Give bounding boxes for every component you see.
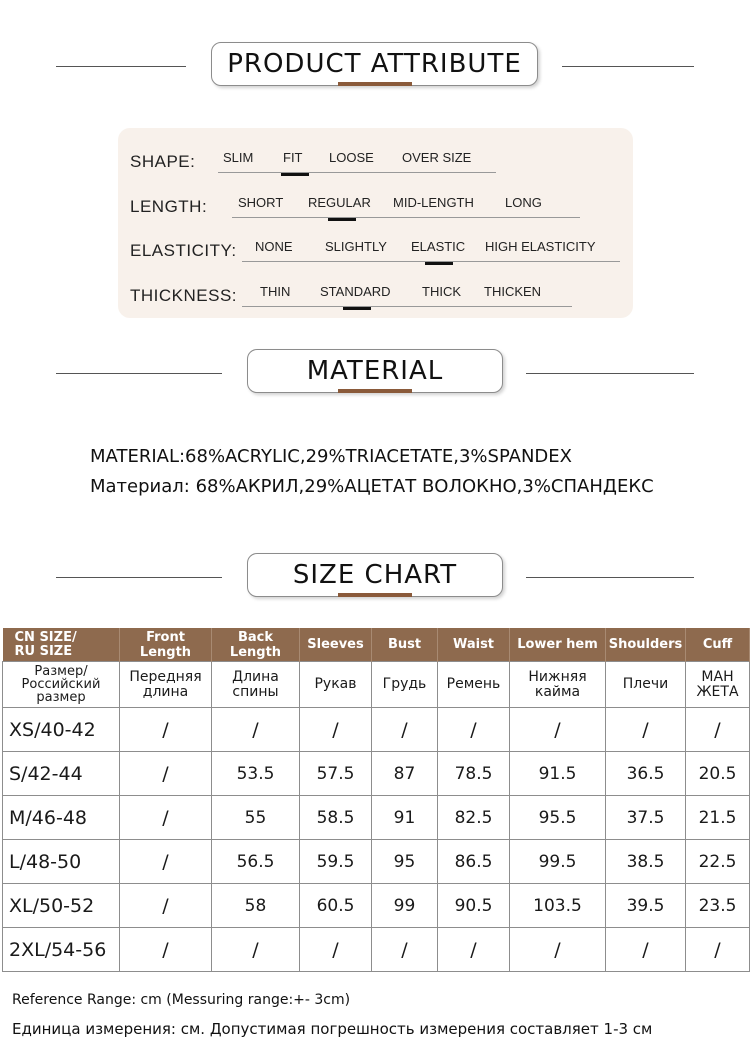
measurement-cell: / (686, 928, 750, 972)
attribute-row-shape (118, 140, 633, 176)
size-label-cell: XL/50-52 (3, 884, 120, 928)
table-row (3, 840, 750, 884)
measurement-cell: 39.5 (606, 884, 686, 928)
size-label-cell: S/42-44 (3, 752, 120, 796)
divider-right (562, 66, 694, 67)
table-row (3, 884, 750, 928)
measurement-cell: 82.5 (438, 796, 510, 840)
attribute-label: ELASTICITY: (130, 241, 237, 260)
measurement-cell: 91.5 (510, 752, 606, 796)
header-label: CN SIZE/ RU SIZE (14, 629, 77, 659)
attribute-panel (118, 128, 633, 318)
attribute-option: THIN (260, 284, 291, 299)
measurement-cell: 22.5 (686, 840, 750, 884)
measurement-cell: 91 (372, 796, 438, 840)
size-label-cell: 2XL/54-56 (3, 928, 120, 972)
table-row (3, 928, 750, 972)
attribute-option: HIGH ELASTICITY (485, 239, 596, 254)
measurement-cell: 38.5 (606, 840, 686, 884)
material-label: Материал: (90, 476, 190, 497)
measurement-cell: / (510, 708, 606, 752)
footer-note-en: Reference Range: cm (Messuring range:+- 3cm) (12, 992, 351, 1008)
heading-box (247, 349, 503, 393)
header-ru-cell: Длина спины (212, 662, 300, 708)
attribute-option: SLIGHTLY (325, 239, 387, 254)
attribute-option: OVER SIZE (402, 150, 472, 165)
size-label-cell: XS/40-42 (3, 708, 120, 752)
header-cell: Cuff (686, 628, 750, 662)
attribute-option: LOOSE (329, 150, 374, 165)
measurement-cell: 90.5 (438, 884, 510, 928)
measurement-cell: 87 (372, 752, 438, 796)
heading-text: MATERIAL (306, 356, 444, 386)
table-header-row-ru (3, 662, 750, 708)
header-ru-cell: Рукав (300, 662, 372, 708)
footer-note-ru: Единица измерения: см. Допустимая погрешность измерения составляет 1-3 см (12, 1020, 653, 1038)
attribute-option: LONG (505, 195, 542, 210)
measurement-cell: / (120, 928, 212, 972)
material-value: 68%АКРИЛ,29%АЦЕТАТ ВОЛОКНО,3%СПАНДЕКС (195, 476, 654, 497)
attribute-underline (218, 172, 496, 173)
heading-text: PRODUCT ATTRIBUTE (227, 49, 522, 79)
attribute-option: NONE (255, 239, 293, 254)
measurement-cell: / (120, 708, 212, 752)
measurement-cell: 53.5 (212, 752, 300, 796)
attribute-label: THICKNESS: (130, 286, 238, 305)
measurement-cell: 58.5 (300, 796, 372, 840)
measurement-cell: / (120, 796, 212, 840)
measurement-cell: / (438, 708, 510, 752)
measurement-cell: 58 (212, 884, 300, 928)
attribute-option: ELASTIC (411, 239, 466, 254)
attribute-option: FIT (283, 150, 303, 165)
header-ru-cell: Грудь (372, 662, 438, 708)
size-label-cell: M/46-48 (3, 796, 120, 840)
attribute-row-length (118, 185, 633, 221)
measurement-cell: 95.5 (510, 796, 606, 840)
header-cell (3, 628, 120, 662)
attribute-option: THICKEN (484, 284, 542, 299)
measurement-cell: 86.5 (438, 840, 510, 884)
table-row (3, 752, 750, 796)
header-ru-cell: Плечи (606, 662, 686, 708)
divider-right (526, 577, 694, 578)
material-line-ru (90, 476, 654, 497)
header-cell: Sleeves (300, 628, 372, 662)
table-header-row (3, 628, 750, 662)
measurement-cell: / (120, 884, 212, 928)
header-cell: Shoulders (606, 628, 686, 662)
measurement-cell: / (212, 928, 300, 972)
attribute-row-elasticity (118, 229, 633, 265)
measurement-cell: 21.5 (686, 796, 750, 840)
material-line-en (90, 446, 572, 467)
heading-accent-bar (338, 82, 412, 86)
measurement-cell: 37.5 (606, 796, 686, 840)
attribute-label: LENGTH: (130, 197, 208, 216)
heading-accent-bar (338, 593, 412, 597)
measurement-cell: / (686, 708, 750, 752)
measurement-cell: / (212, 708, 300, 752)
measurement-cell: / (120, 752, 212, 796)
measurement-cell: 78.5 (438, 752, 510, 796)
attribute-option: THICK (422, 284, 461, 299)
divider-left (56, 577, 222, 578)
measurement-cell: / (510, 928, 606, 972)
heading-accent-bar (338, 389, 412, 393)
attribute-option: SHORT (238, 195, 284, 210)
section-heading-attribute (0, 42, 750, 92)
header-ru-cell: Нижняя кайма (510, 662, 606, 708)
heading-box (211, 42, 538, 86)
attribute-row-thickness (118, 274, 633, 310)
measurement-cell: 57.5 (300, 752, 372, 796)
attribute-option: SLIM (223, 150, 254, 165)
selected-marker (281, 173, 309, 176)
header-ru-cell: Размер/ Российский размер (3, 662, 120, 708)
heading-box (247, 553, 503, 597)
divider-right (526, 373, 694, 374)
size-chart-table (2, 628, 750, 972)
attribute-option: STANDARD (320, 284, 391, 299)
measurement-cell: / (300, 928, 372, 972)
material-value: 68%ACRYLIC,29%TRIACETATE,3%SPANDEX (185, 446, 572, 467)
attribute-underline (232, 217, 580, 218)
measurement-cell: / (606, 928, 686, 972)
table-row (3, 708, 750, 752)
measurement-cell: / (300, 708, 372, 752)
material-label: MATERIAL: (90, 446, 186, 467)
measurement-cell: 56.5 (212, 840, 300, 884)
measurement-cell: / (120, 840, 212, 884)
measurement-cell: 20.5 (686, 752, 750, 796)
size-label-cell: L/48-50 (3, 840, 120, 884)
attribute-underline (242, 306, 572, 307)
header-ru-cell: МАН ЖЕТА (686, 662, 750, 708)
section-heading-size-chart (0, 553, 750, 603)
header-ru-cell: Ремень (438, 662, 510, 708)
section-heading-material (0, 349, 750, 399)
header-cell: Lower hem (510, 628, 606, 662)
measurement-cell: 55 (212, 796, 300, 840)
measurement-cell: 59.5 (300, 840, 372, 884)
measurement-cell: / (606, 708, 686, 752)
measurement-cell: / (372, 928, 438, 972)
selected-marker (425, 262, 453, 265)
divider-left (56, 66, 186, 67)
heading-text: SIZE CHART (292, 560, 458, 590)
measurement-cell: 23.5 (686, 884, 750, 928)
measurement-cell: / (438, 928, 510, 972)
header-cell: Bust (372, 628, 438, 662)
measurement-cell: / (372, 708, 438, 752)
attribute-option: MID-LENGTH (393, 195, 474, 210)
header-cell: Back Length (212, 628, 300, 662)
header-cell: Front Length (120, 628, 212, 662)
divider-left (56, 373, 222, 374)
header-cell: Waist (438, 628, 510, 662)
header-ru-cell: Передняя длина (120, 662, 212, 708)
measurement-cell: 95 (372, 840, 438, 884)
measurement-cell: 99 (372, 884, 438, 928)
attribute-label: SHAPE: (130, 152, 196, 171)
measurement-cell: 60.5 (300, 884, 372, 928)
selected-marker (343, 307, 371, 310)
table-row (3, 796, 750, 840)
measurement-cell: 99.5 (510, 840, 606, 884)
measurement-cell: 36.5 (606, 752, 686, 796)
measurement-cell: 103.5 (510, 884, 606, 928)
selected-marker (328, 218, 356, 221)
attribute-option: REGULAR (308, 195, 371, 210)
